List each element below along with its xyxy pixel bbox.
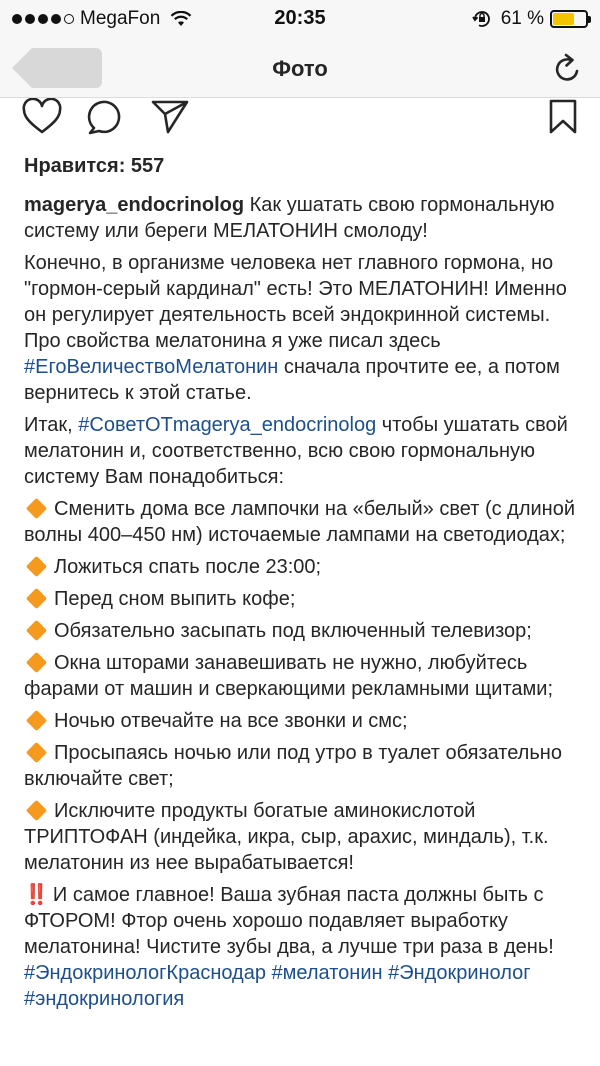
orientation-lock-icon: [471, 9, 493, 29]
paragraph-text: сначала прочтите ее, а потом вернитесь к этой статье.: [24, 356, 560, 404]
hashtag-link[interactable]: #Эндокринолог: [388, 962, 531, 984]
username-link[interactable]: magerya_endocrinolog: [24, 194, 245, 216]
page-title: Фото: [272, 56, 328, 81]
comment-icon[interactable]: [86, 98, 124, 136]
list-item: [24, 554, 580, 580]
hashtag-link[interactable]: #эндокринология: [24, 988, 185, 1010]
tip-text: Ложиться спать после 23:00;: [54, 556, 322, 578]
battery-percent: 61 %: [500, 8, 544, 29]
likes-count[interactable]: Нравится: 557: [24, 155, 165, 177]
refresh-icon[interactable]: [552, 52, 582, 84]
status-bar: [0, 0, 600, 40]
hashtag-link[interactable]: #СоветОТmagerya_endocrinolog: [78, 414, 377, 436]
caption-intro: [24, 192, 580, 244]
hashtag-link[interactable]: #ЕгоВеличествоМелатонин: [24, 356, 279, 378]
hashtag-link[interactable]: #мелатонин: [271, 962, 383, 984]
hashtag-link[interactable]: #ЭндокринологКраснодар: [24, 962, 266, 984]
tip-text: Исключите продукты богатые аминокислотой ТРИПТОФАН (индейка, икра, сыр, арахис, миндаль), т.к. мелатонин из нее вырабатывается!: [24, 800, 549, 874]
post-actions: [0, 98, 600, 142]
clock: 20:35: [274, 7, 326, 29]
orange-diamond-icon: [26, 620, 47, 641]
orange-diamond-icon: [26, 800, 47, 821]
tip-text: Просыпаясь ночью или под утро в туалет обязательно включайте свет;: [24, 742, 562, 790]
final-text: И самое главное! Ваша зубная паста должны быть с ФТОРОМ! Фтор очень хорошо подавляет выработку мелатонина! Чистите зубы два, а лучше три раза в день!: [24, 884, 554, 958]
battery-icon: [550, 10, 588, 28]
post-content: [24, 152, 580, 1018]
tip-text: Сменить дома все лампочки на «белый» свет (с длиной волны 400–450 нм) источаемые лампами на светодиодах;: [24, 498, 576, 546]
list-item: [24, 650, 580, 702]
paragraph-text: Конечно, в организме человека нет главного гормона, но "гормон-серый кардинал" есть! Это МЕЛАТОНИН! Именно он регулирует деятельность всей эндокринной системы. Про свойства мелатонина я уже писал здесь: [24, 252, 567, 352]
caption-final: [24, 882, 580, 1012]
paragraph-text: Итак,: [24, 414, 79, 436]
list-item: [24, 618, 580, 644]
battery-level: [553, 13, 574, 25]
paragraph-text: чтобы ушатать свой мелатонин и, соответственно, всю свою гормональную систему Вам понадобиться:: [24, 414, 568, 488]
orange-diamond-icon: [26, 652, 47, 673]
list-item: [24, 740, 580, 792]
caption-intro-text: Как ушатать свою гормональную систему или береги МЕЛАТОНИН смолоду!: [24, 194, 555, 242]
caption-paragraph: [24, 250, 580, 406]
orange-diamond-icon: [26, 498, 47, 519]
list-item: [24, 798, 580, 876]
bookmark-icon[interactable]: [548, 98, 578, 136]
battery-info: [471, 8, 588, 30]
list-item: [24, 496, 580, 548]
tip-text: Ночью отвечайте на все звонки и смс;: [54, 710, 408, 732]
caption: [24, 192, 580, 1012]
tip-text: Перед сном выпить кофе;: [54, 588, 296, 610]
list-item: [24, 586, 580, 612]
tips-list: [24, 496, 580, 876]
double-exclamation-icon: ‼️: [24, 884, 47, 906]
heart-icon[interactable]: [22, 98, 62, 136]
direct-share-icon[interactable]: [150, 98, 190, 136]
navigation-bar: [0, 40, 600, 98]
orange-diamond-icon: [26, 710, 47, 731]
caption-paragraph: [24, 412, 580, 490]
list-item: [24, 708, 580, 734]
tip-text: Окна шторами занавешивать не нужно, любуйтесь фарами от машин и сверкающими рекламными щитами;: [24, 652, 554, 700]
orange-diamond-icon: [26, 742, 47, 763]
carrier-name: MegaFon: [80, 8, 161, 29]
tip-text: Обязательно засыпать под включенный телевизор;: [54, 620, 532, 642]
orange-diamond-icon: [26, 556, 47, 577]
orange-diamond-icon: [26, 588, 47, 609]
